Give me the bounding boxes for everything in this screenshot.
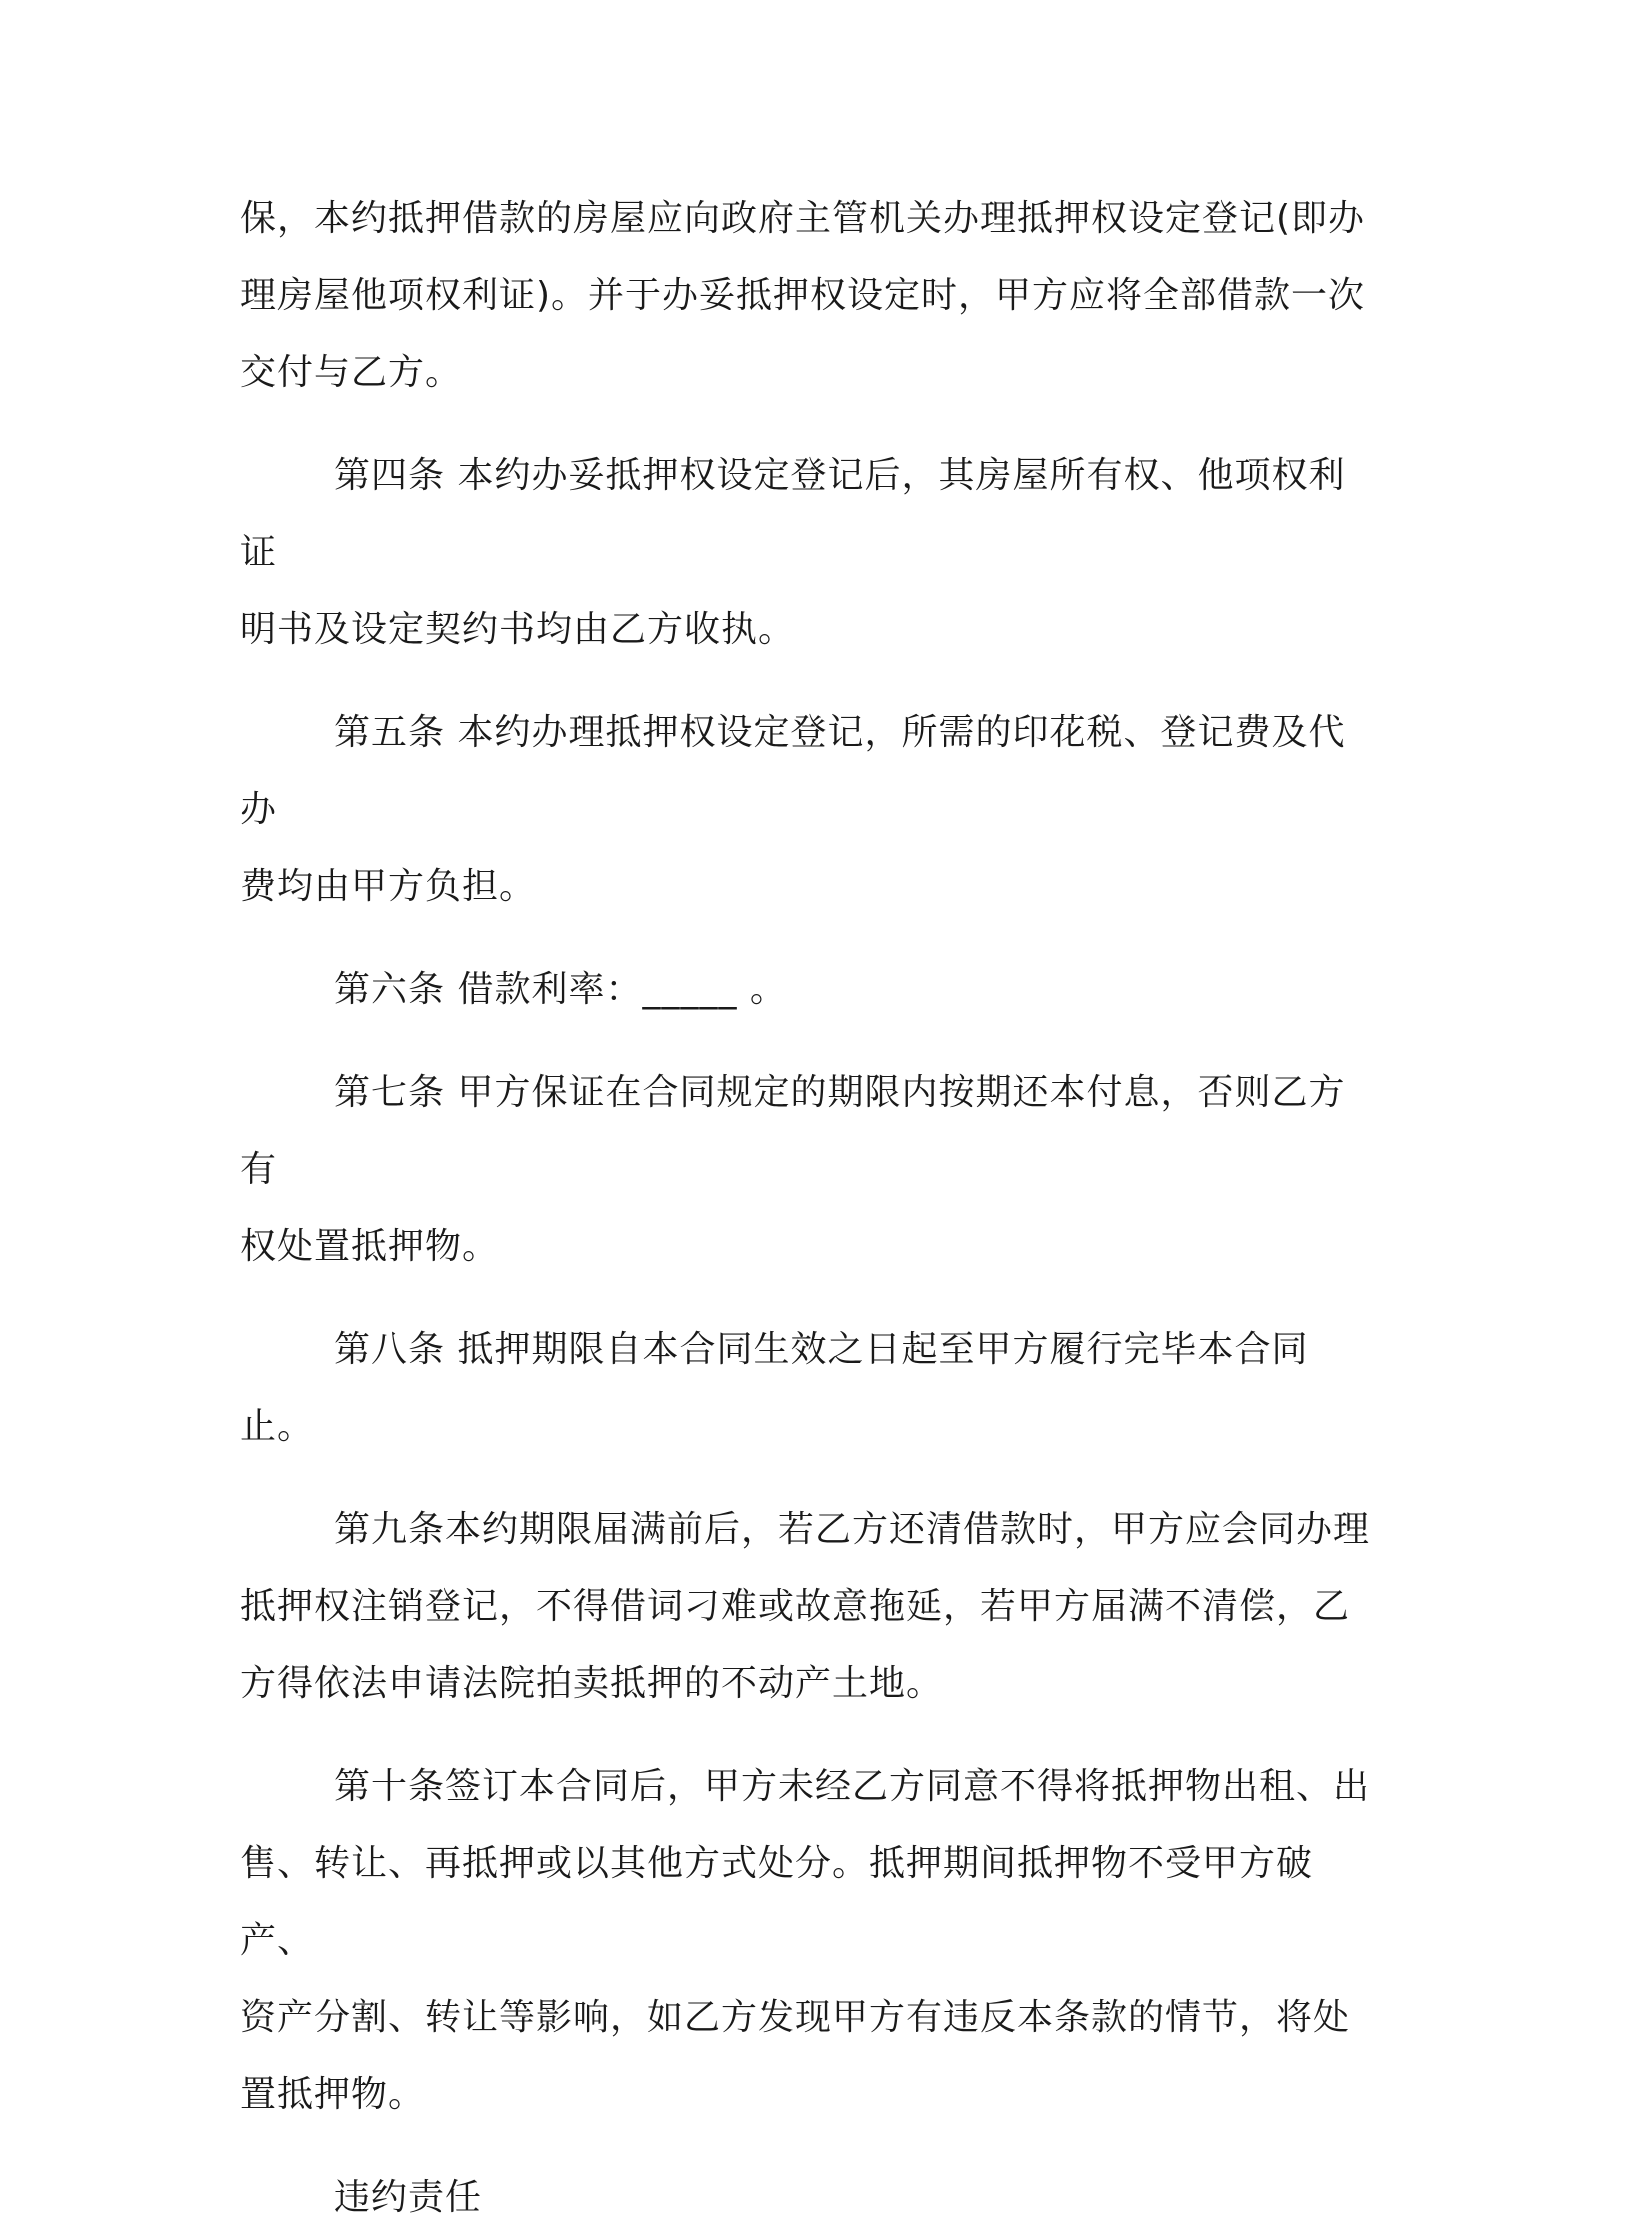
text-line: 权处置抵押物。 [240, 1226, 500, 1267]
text-line: 方得依法申请法院拍卖抵押的不动产土地。 [240, 1663, 944, 1704]
paragraph-article-8 [240, 1311, 1380, 1465]
paragraph-article-10 [240, 1748, 1380, 2133]
paragraph-article-4 [240, 437, 1380, 668]
text-line: 明书及设定契约书均由乙方收执。 [240, 609, 796, 650]
text-line: 抵押权注销登记，不得借词刁难或故意拖延，若甲方届满不清偿，乙 [240, 1586, 1351, 1627]
section-heading-breach-liability [240, 2159, 1380, 2236]
paragraph-article-6 [240, 951, 1380, 1028]
text-line: 交付与乙方。 [240, 352, 463, 393]
contract-body [240, 180, 1380, 2236]
text-line: 费均由甲方负担。 [240, 866, 537, 907]
text-line: 第九条本约期限届满前后，若乙方还清借款时，甲方应会同办理 [334, 1509, 1371, 1550]
text-line: 理房屋他项权利证)。并于办妥抵押权设定时，甲方应将全部借款一次 [240, 275, 1366, 316]
text-line: 第五条 本约办理抵押权设定登记，所需的印花税、登记费及代办 [240, 712, 1346, 830]
text-line: 第七条 甲方保证在合同规定的期限内按期还本付息，否则乙方有 [240, 1072, 1346, 1190]
text-line: 第八条 抵押期限自本合同生效之日起至甲方履行完毕本合同止。 [240, 1329, 1309, 1447]
text-line: 第四条 本约办妥抵押权设定登记后，其房屋所有权、他项权利证 [240, 455, 1346, 573]
text-line: 售、转让、再抵押或以其他方式处分。抵押期间抵押物不受甲方破产、 [240, 1843, 1314, 1961]
paragraph-article-7 [240, 1054, 1380, 1285]
text-line: 违约责任 [334, 2177, 483, 2218]
text-line: 第六条 借款利率：_____ 。 [334, 969, 787, 1010]
paragraph-article-3-continuation [240, 180, 1380, 411]
paragraph-article-5 [240, 694, 1380, 925]
text-line: 保，本约抵押借款的房屋应向政府主管机关办理抵押权设定登记(即办 [240, 198, 1366, 239]
paragraph-article-9 [240, 1491, 1380, 1722]
text-line: 置抵押物。 [240, 2074, 426, 2115]
text-line: 第十条签订本合同后，甲方未经乙方同意不得将抵押物出租、出 [334, 1766, 1371, 1807]
text-line: 资产分割、转让等影响，如乙方发现甲方有违反本条款的情节，将处 [240, 1997, 1351, 2038]
